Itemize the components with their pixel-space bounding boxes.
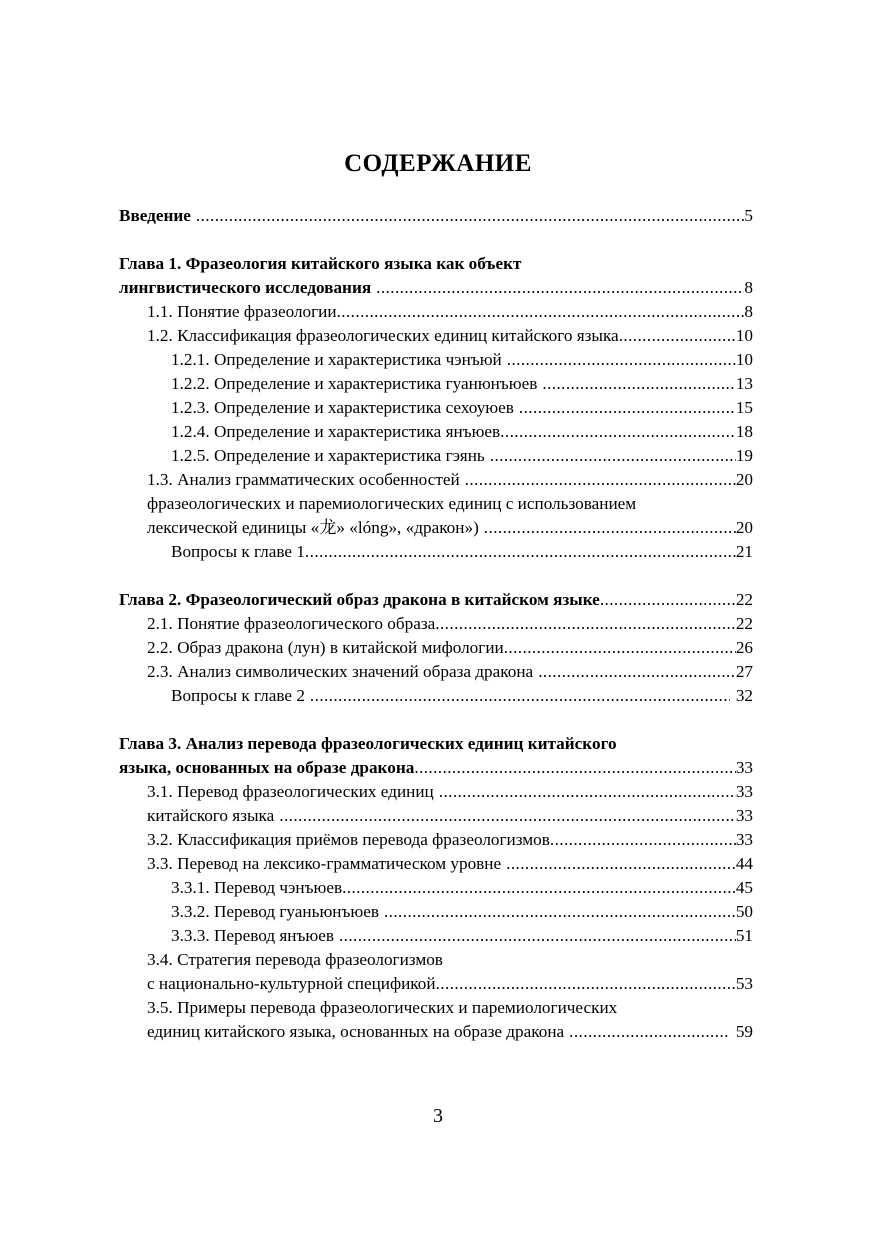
toc-entry-page: 8: [744, 278, 753, 297]
toc-entry-page: 44: [735, 854, 753, 873]
toc-entry[interactable]: [119, 804, 753, 828]
toc-entry[interactable]: [119, 780, 753, 804]
toc-entry-page: 21: [735, 542, 753, 561]
toc-entry-title: 1.2.2. Определение и характеристика гуанюнъюев: [171, 374, 538, 393]
toc-entry[interactable]: [119, 252, 753, 276]
toc-entry-page: 33: [735, 782, 753, 801]
toc-entry-page: 33: [735, 830, 753, 849]
toc-entry-title: 2.2. Образ дракона (лун) в китайской мифологии: [147, 638, 504, 657]
toc-entry-title: с национально-культурной спецификой: [147, 974, 436, 993]
toc-entry-page: 13: [735, 374, 753, 393]
toc-entry[interactable]: [119, 828, 753, 852]
toc-entry-title: языка, основанных на образе дракона: [119, 758, 415, 777]
toc-entry-page: 22: [735, 590, 753, 609]
dot-leader: [465, 468, 736, 492]
toc-entry[interactable]: [119, 612, 753, 636]
dot-leader: [538, 660, 736, 684]
toc-entry[interactable]: [119, 684, 753, 708]
toc-entry[interactable]: [119, 300, 753, 324]
dot-leader: [436, 972, 736, 996]
toc-entry-page: 15: [735, 398, 753, 417]
toc-entry-title: Введение: [119, 206, 191, 225]
section-spacer: [119, 564, 753, 588]
toc-entry[interactable]: [119, 588, 753, 612]
dot-leader: [569, 1020, 730, 1044]
toc-entry-title: 2.3. Анализ символических значений образа дракона: [147, 662, 534, 681]
page-number: 3: [433, 1105, 443, 1127]
toc-entry[interactable]: [119, 996, 753, 1020]
toc-entry-title: китайского языка: [147, 806, 275, 825]
dot-leader: [600, 588, 736, 612]
toc-entry-title: Глава 1. Фразеология китайского языка как объект: [119, 254, 522, 273]
toc-entry[interactable]: [119, 1020, 753, 1044]
toc-entry-page: 22: [735, 614, 753, 633]
toc-entry-title: 3.3.2. Перевод гуаньюнъюев: [171, 902, 379, 921]
dot-leader: [279, 804, 736, 828]
dot-leader: [305, 540, 736, 564]
table-of-contents: [119, 204, 753, 1044]
dot-leader: [196, 204, 745, 228]
dot-leader: [507, 348, 736, 372]
toc-entry-title: 1.2.3. Определение и характеристика сехоуюев: [171, 398, 514, 417]
toc-entry[interactable]: [119, 204, 753, 228]
toc-entry-title: единиц китайского языка, основанных на образе дракона: [147, 1022, 565, 1041]
toc-entry-title: 3.3.1. Перевод чэнъюев: [171, 878, 343, 897]
section-spacer: [119, 228, 753, 252]
toc-entry[interactable]: [119, 732, 753, 756]
toc-entry[interactable]: [119, 876, 753, 900]
toc-entry-title: 1.2.1. Определение и характеристика чэнъюй: [171, 350, 502, 369]
toc-entry-title: 3.2. Классификация приёмов перевода фразеологизмов: [147, 830, 550, 849]
toc-entry-page: 27: [735, 662, 753, 681]
toc-entry[interactable]: [119, 756, 753, 780]
dot-leader: [435, 612, 736, 636]
toc-entry-title: 3.3.3. Перевод янъюев: [171, 926, 334, 945]
toc-entry[interactable]: [119, 420, 753, 444]
toc-entry-title: 3.4. Стратегия перевода фразеологизмов: [147, 950, 443, 969]
toc-entry-page: 8: [744, 302, 753, 321]
toc-entry-title: 2.1. Понятие фразеологического образа: [147, 614, 436, 633]
toc-entry-title: Глава 2. Фразеологический образ дракона в китайском языке: [119, 590, 600, 609]
toc-entry-page: 20: [735, 470, 753, 489]
toc-entry-page: 10: [735, 326, 753, 345]
toc-entry-page: 19: [735, 446, 753, 465]
toc-entry-title: 1.2.4. Определение и характеристика янъюев: [171, 422, 501, 441]
toc-entry[interactable]: [119, 276, 753, 300]
toc-entry-title: 3.1. Перевод фразеологических единиц: [147, 782, 434, 801]
toc-entry[interactable]: [119, 660, 753, 684]
toc-entry-page: 53: [735, 974, 753, 993]
toc-entry-title: Глава 3. Анализ перевода фразеологических единиц китайского: [119, 734, 617, 753]
dot-leader: [384, 900, 736, 924]
dot-leader: [414, 756, 735, 780]
dot-leader: [506, 852, 736, 876]
toc-entry-title: 1.1. Понятие фразеологии: [147, 302, 337, 321]
toc-entry-page: 45: [735, 878, 753, 897]
dot-leader: [490, 444, 736, 468]
dot-leader: [542, 372, 735, 396]
dot-leader: [619, 324, 736, 348]
dot-leader: [484, 516, 736, 540]
toc-entry[interactable]: [119, 900, 753, 924]
toc-entry-title: Вопросы к главе 1: [171, 542, 305, 561]
section-spacer: [119, 708, 753, 732]
toc-entry[interactable]: [119, 540, 753, 564]
toc-entry[interactable]: [119, 468, 753, 492]
dot-leader: [310, 684, 730, 708]
toc-entry-page: 20: [735, 518, 753, 537]
toc-entry-page: 50: [735, 902, 753, 921]
dot-leader: [376, 276, 744, 300]
dot-leader: [550, 828, 736, 852]
toc-entry[interactable]: [119, 516, 753, 540]
toc-entry[interactable]: [119, 348, 753, 372]
toc-entry[interactable]: [119, 396, 753, 420]
toc-entry-title: Вопросы к главе 2: [171, 686, 305, 705]
toc-entry[interactable]: [119, 444, 753, 468]
dot-leader: [504, 636, 736, 660]
toc-entry-title: 3.3. Перевод на лексико-грамматическом уровне: [147, 854, 502, 873]
toc-entry-title: лексической единицы «龙» «lóng», «дракон»): [147, 518, 479, 537]
toc-entry-page: 10: [735, 350, 753, 369]
toc-entry-title: фразеологических и паремиологических единиц с использованием: [147, 494, 637, 513]
dot-leader: [337, 300, 745, 324]
toc-entry-page: 18: [735, 422, 753, 441]
toc-entry-page: 33: [735, 806, 753, 825]
toc-entry[interactable]: [119, 972, 753, 996]
toc-entry-title: 1.3. Анализ грамматических особенностей: [147, 470, 460, 489]
toc-entry-page: 5: [744, 206, 753, 225]
toc-entry[interactable]: [119, 492, 753, 516]
dot-leader: [500, 420, 736, 444]
toc-entry-title: 1.2.5. Определение и характеристика гэянь: [171, 446, 485, 465]
dot-leader: [342, 876, 736, 900]
toc-entry[interactable]: [119, 852, 753, 876]
toc-entry-page: 26: [735, 638, 753, 657]
dot-leader: [439, 780, 736, 804]
toc-entry[interactable]: [119, 324, 753, 348]
toc-entry[interactable]: [119, 948, 753, 972]
toc-entry[interactable]: [119, 372, 753, 396]
toc-entry[interactable]: [119, 924, 753, 948]
toc-entry-page: 32: [735, 686, 753, 705]
toc-entry[interactable]: [119, 636, 753, 660]
toc-entry-page: 51: [735, 926, 753, 945]
toc-entry-page: 33: [735, 758, 753, 777]
toc-entry-title: 1.2. Классификация фразеологических единиц китайского языка: [147, 326, 619, 345]
page-title: СОДЕРЖАНИЕ: [344, 150, 532, 177]
toc-entry-page: 59: [735, 1022, 753, 1041]
dot-leader: [519, 396, 736, 420]
dot-leader: [339, 924, 736, 948]
toc-entry-title: лингвистического исследования: [119, 278, 372, 297]
toc-entry-title: 3.5. Примеры перевода фразеологических и паремиологических: [147, 998, 618, 1017]
